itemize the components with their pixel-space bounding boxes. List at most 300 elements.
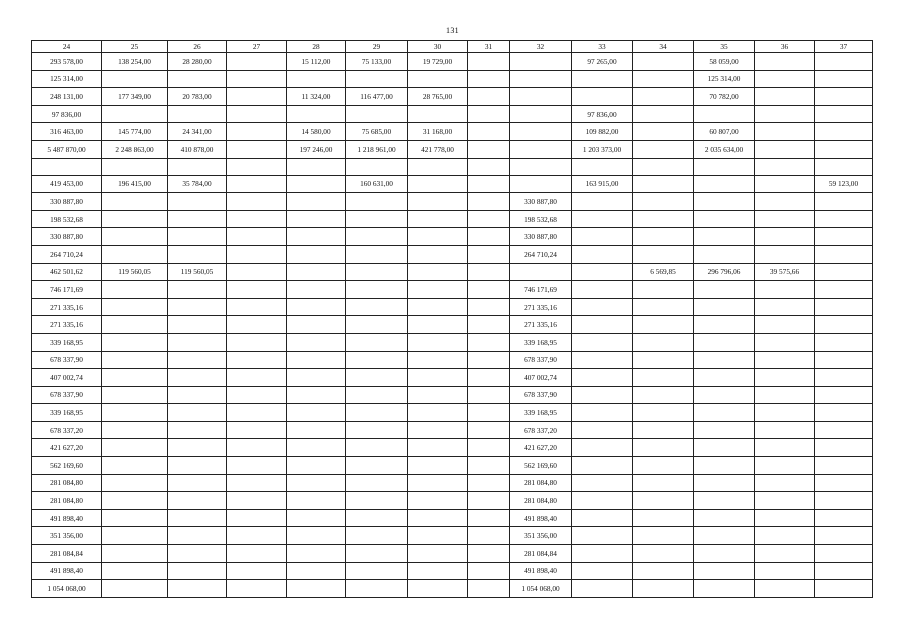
table-cell [815,492,873,510]
table-cell [102,509,168,527]
table-cell [346,457,408,475]
column-header: 31 [468,41,510,53]
table-cell [287,474,346,492]
table-cell [168,580,227,598]
table-cell: 163 915,00 [572,175,633,193]
table-cell: 60 807,00 [694,123,755,141]
table-cell [346,386,408,404]
table-row [32,123,873,141]
table-cell [102,298,168,316]
table-cell [633,492,694,510]
table-cell [287,298,346,316]
table-cell [168,527,227,545]
table-cell [815,421,873,439]
table-cell [346,281,408,299]
table-cell [468,175,510,193]
table-cell: 97 836,00 [32,105,102,123]
table-cell [633,158,694,175]
table-cell [287,562,346,580]
table-cell [287,70,346,88]
table-cell [227,53,287,71]
table-cell [468,421,510,439]
table-cell [572,421,633,439]
table-cell [694,545,755,563]
table-cell: 562 169,60 [510,457,572,475]
table-cell [227,105,287,123]
table-cell [287,333,346,351]
table-cell [408,421,468,439]
table-cell [408,333,468,351]
table-cell: 330 887,80 [32,193,102,211]
table-cell [694,386,755,404]
table-cell: 421 627,20 [32,439,102,457]
table-cell [468,562,510,580]
table-cell [287,457,346,475]
table-cell [468,369,510,387]
table-cell [227,404,287,422]
table-cell: 14 580,00 [287,123,346,141]
table-cell: 491 898,40 [510,509,572,527]
table-cell [755,193,815,211]
table-cell [408,474,468,492]
table-cell [468,123,510,141]
table-cell [408,351,468,369]
column-header: 29 [346,41,408,53]
table-cell: 271 335,16 [32,316,102,334]
table-cell: 70 782,00 [694,88,755,106]
table-cell [694,158,755,175]
table-cell [572,298,633,316]
table-cell [408,580,468,598]
table-cell [755,562,815,580]
table-cell: 296 796,06 [694,263,755,281]
table-cell [694,316,755,334]
table-cell [694,175,755,193]
table-cell: 24 341,00 [168,123,227,141]
column-header: 26 [168,41,227,53]
table-cell [755,298,815,316]
table-cell [572,509,633,527]
table-cell [227,562,287,580]
table-cell [755,88,815,106]
table-cell [227,158,287,175]
table-cell [633,333,694,351]
table-cell [755,70,815,88]
table-cell [815,545,873,563]
table-cell [755,351,815,369]
table-cell [755,545,815,563]
table-cell [468,140,510,158]
table-cell [815,509,873,527]
table-cell [287,492,346,510]
table-cell: 293 578,00 [32,53,102,71]
table-cell [694,228,755,246]
table-cell: 28 765,00 [408,88,468,106]
table-cell [633,298,694,316]
table-cell [287,105,346,123]
table-cell [287,421,346,439]
table-cell [572,492,633,510]
table-cell [815,316,873,334]
table-cell: 197 246,00 [287,140,346,158]
table-cell [694,562,755,580]
table-cell [633,386,694,404]
table-cell [287,175,346,193]
table-cell [168,281,227,299]
table-cell [346,263,408,281]
table-cell [468,492,510,510]
table-cell [287,158,346,175]
table-cell [815,245,873,263]
table-cell [408,298,468,316]
table-cell: 160 631,00 [346,175,408,193]
table-cell [408,527,468,545]
table-cell: 109 882,00 [572,123,633,141]
table-cell [168,439,227,457]
table-cell: 58 059,00 [694,53,755,71]
table-cell [694,580,755,598]
table-cell [408,545,468,563]
table-cell [168,562,227,580]
table-cell [755,439,815,457]
table-cell [755,210,815,228]
table-row [32,263,873,281]
table-cell [408,245,468,263]
table-cell: 491 898,40 [32,562,102,580]
table-cell [633,245,694,263]
table-cell [227,70,287,88]
table-cell [815,140,873,158]
table-cell [694,492,755,510]
table-cell [572,562,633,580]
column-header: 37 [815,41,873,53]
table-cell [287,351,346,369]
table-row [32,333,873,351]
table-row [32,404,873,422]
table-cell [510,53,572,71]
table-cell: 271 335,16 [510,298,572,316]
table-cell [102,333,168,351]
table-cell [633,281,694,299]
table-cell [227,298,287,316]
table-row [32,175,873,193]
table-cell: 31 168,00 [408,123,468,141]
table-row [32,298,873,316]
table-cell [287,263,346,281]
table-cell [633,70,694,88]
table-cell [227,509,287,527]
table-cell [227,193,287,211]
table-cell [346,245,408,263]
table-cell [633,351,694,369]
table-cell [633,228,694,246]
table-cell [346,70,408,88]
table-cell [468,281,510,299]
table-cell [572,527,633,545]
table-cell [510,175,572,193]
table-cell [346,439,408,457]
table-cell [346,158,408,175]
table-cell: 75 685,00 [346,123,408,141]
table-cell [755,175,815,193]
table-cell [168,316,227,334]
table-cell: 2 035 634,00 [694,140,755,158]
table-cell [468,545,510,563]
table-cell: 125 314,00 [32,70,102,88]
table-cell: 330 887,80 [510,193,572,211]
table-cell [572,404,633,422]
table-cell [287,527,346,545]
table-cell [633,509,694,527]
table-cell [633,404,694,422]
table-cell: 75 133,00 [346,53,408,71]
table-row [32,439,873,457]
table-cell [468,210,510,228]
table-cell [633,316,694,334]
column-header: 25 [102,41,168,53]
table-cell: 196 415,00 [102,175,168,193]
table-cell [227,369,287,387]
table-cell [227,175,287,193]
table-cell [510,70,572,88]
table-row [32,527,873,545]
table-cell [408,316,468,334]
table-cell [468,70,510,88]
table-cell [408,175,468,193]
table-cell [815,386,873,404]
table-row [32,281,873,299]
table-cell: 330 887,80 [32,228,102,246]
table-cell [102,158,168,175]
table-cell [346,298,408,316]
table-cell [102,439,168,457]
table-cell [168,404,227,422]
table-cell [815,580,873,598]
table-cell [168,245,227,263]
table-cell: 491 898,40 [510,562,572,580]
table-cell [287,404,346,422]
table-cell [102,351,168,369]
table-row [32,140,873,158]
table-cell [633,474,694,492]
table-cell [227,492,287,510]
table-cell [168,474,227,492]
table-cell: 248 131,00 [32,88,102,106]
table-cell [815,474,873,492]
table-cell [346,562,408,580]
table-cell: 746 171,69 [32,281,102,299]
table-cell [468,474,510,492]
table-cell [572,316,633,334]
table-cell [572,351,633,369]
table-row [32,562,873,580]
table-cell [102,474,168,492]
table-cell: 271 335,16 [32,298,102,316]
table-cell [227,580,287,598]
table-cell [815,158,873,175]
table-cell: 339 168,95 [32,404,102,422]
table-cell [633,53,694,71]
column-header: 32 [510,41,572,53]
table-cell [572,439,633,457]
table-row [32,88,873,106]
table-cell: 407 002,74 [510,369,572,387]
table-cell [572,210,633,228]
table-cell [755,527,815,545]
table-cell: 462 501,62 [32,263,102,281]
table-cell: 339 168,95 [32,333,102,351]
table-cell [287,316,346,334]
table-row [32,421,873,439]
table-row [32,474,873,492]
table-cell [468,228,510,246]
table-cell [346,580,408,598]
table-cell [694,245,755,263]
table-cell [168,298,227,316]
table-cell [755,158,815,175]
table-cell [468,527,510,545]
table-cell [815,193,873,211]
table-cell [346,333,408,351]
table-cell [102,457,168,475]
table-cell [755,369,815,387]
table-row [32,193,873,211]
table-cell [510,263,572,281]
table-cell [346,193,408,211]
table-cell [815,457,873,475]
table-cell [755,457,815,475]
table-cell [815,351,873,369]
table-cell [168,105,227,123]
table-cell: 410 878,00 [168,140,227,158]
table-cell [755,53,815,71]
table-row [32,369,873,387]
table-cell [287,193,346,211]
table-cell: 421 627,20 [510,439,572,457]
table-cell [168,545,227,563]
table-cell [468,386,510,404]
table-cell [168,158,227,175]
table-cell: 20 783,00 [168,88,227,106]
table-cell [815,562,873,580]
table-cell: 264 710,24 [32,245,102,263]
table-cell: 198 532,68 [510,210,572,228]
table-cell [102,193,168,211]
table-cell: 419 453,00 [32,175,102,193]
table-cell [287,369,346,387]
table-cell [227,439,287,457]
table-cell [572,474,633,492]
table-cell [227,545,287,563]
table-cell: 339 168,95 [510,404,572,422]
table-cell [408,158,468,175]
table-cell [633,545,694,563]
table-cell: 281 084,80 [32,474,102,492]
table-cell [168,210,227,228]
table-cell: 116 477,00 [346,88,408,106]
table-cell [227,421,287,439]
table-cell [168,457,227,475]
table-row [32,580,873,598]
table-cell [287,580,346,598]
table-cell: 138 254,00 [102,53,168,71]
table-cell: 421 778,00 [408,140,468,158]
table-cell [755,140,815,158]
table-cell [408,281,468,299]
table-cell [287,439,346,457]
table-cell [510,88,572,106]
table-cell [468,263,510,281]
table-cell [227,88,287,106]
table-cell [633,175,694,193]
table-cell [694,404,755,422]
table-cell [408,509,468,527]
table-cell [572,245,633,263]
table-row [32,245,873,263]
table-cell [572,70,633,88]
table-cell [102,527,168,545]
table-cell: 2 248 863,00 [102,140,168,158]
table-cell [287,386,346,404]
table-cell [633,439,694,457]
table-cell [468,245,510,263]
table-cell [227,527,287,545]
table-cell [815,53,873,71]
table-cell [572,193,633,211]
table-cell [346,369,408,387]
table-cell: 351 356,00 [32,527,102,545]
table-cell [346,474,408,492]
table-cell [815,404,873,422]
table-cell [346,421,408,439]
table-cell [755,421,815,439]
table-cell [287,545,346,563]
table-cell [633,88,694,106]
table-cell [572,369,633,387]
table-cell [408,105,468,123]
table-cell [346,316,408,334]
table-cell [102,105,168,123]
table-cell: 678 337,20 [510,421,572,439]
table-cell [102,421,168,439]
table-cell [227,123,287,141]
table-cell [633,210,694,228]
table-cell [572,263,633,281]
table-cell [168,228,227,246]
table-cell [102,386,168,404]
table-cell [346,351,408,369]
table-cell: 678 337,90 [32,351,102,369]
table-cell [227,263,287,281]
table-cell [408,193,468,211]
table-cell: 678 337,90 [510,351,572,369]
table-cell: 330 887,80 [510,228,572,246]
table-cell [815,369,873,387]
table-cell [510,158,572,175]
table-cell [510,123,572,141]
table-cell [346,105,408,123]
page-number: 131 [446,26,459,35]
table-cell [510,105,572,123]
column-header: 36 [755,41,815,53]
table-cell [102,492,168,510]
table-cell [168,369,227,387]
table-cell [346,545,408,563]
table-cell [227,333,287,351]
table-cell: 119 560,05 [168,263,227,281]
table-cell [468,333,510,351]
table-row [32,53,873,71]
